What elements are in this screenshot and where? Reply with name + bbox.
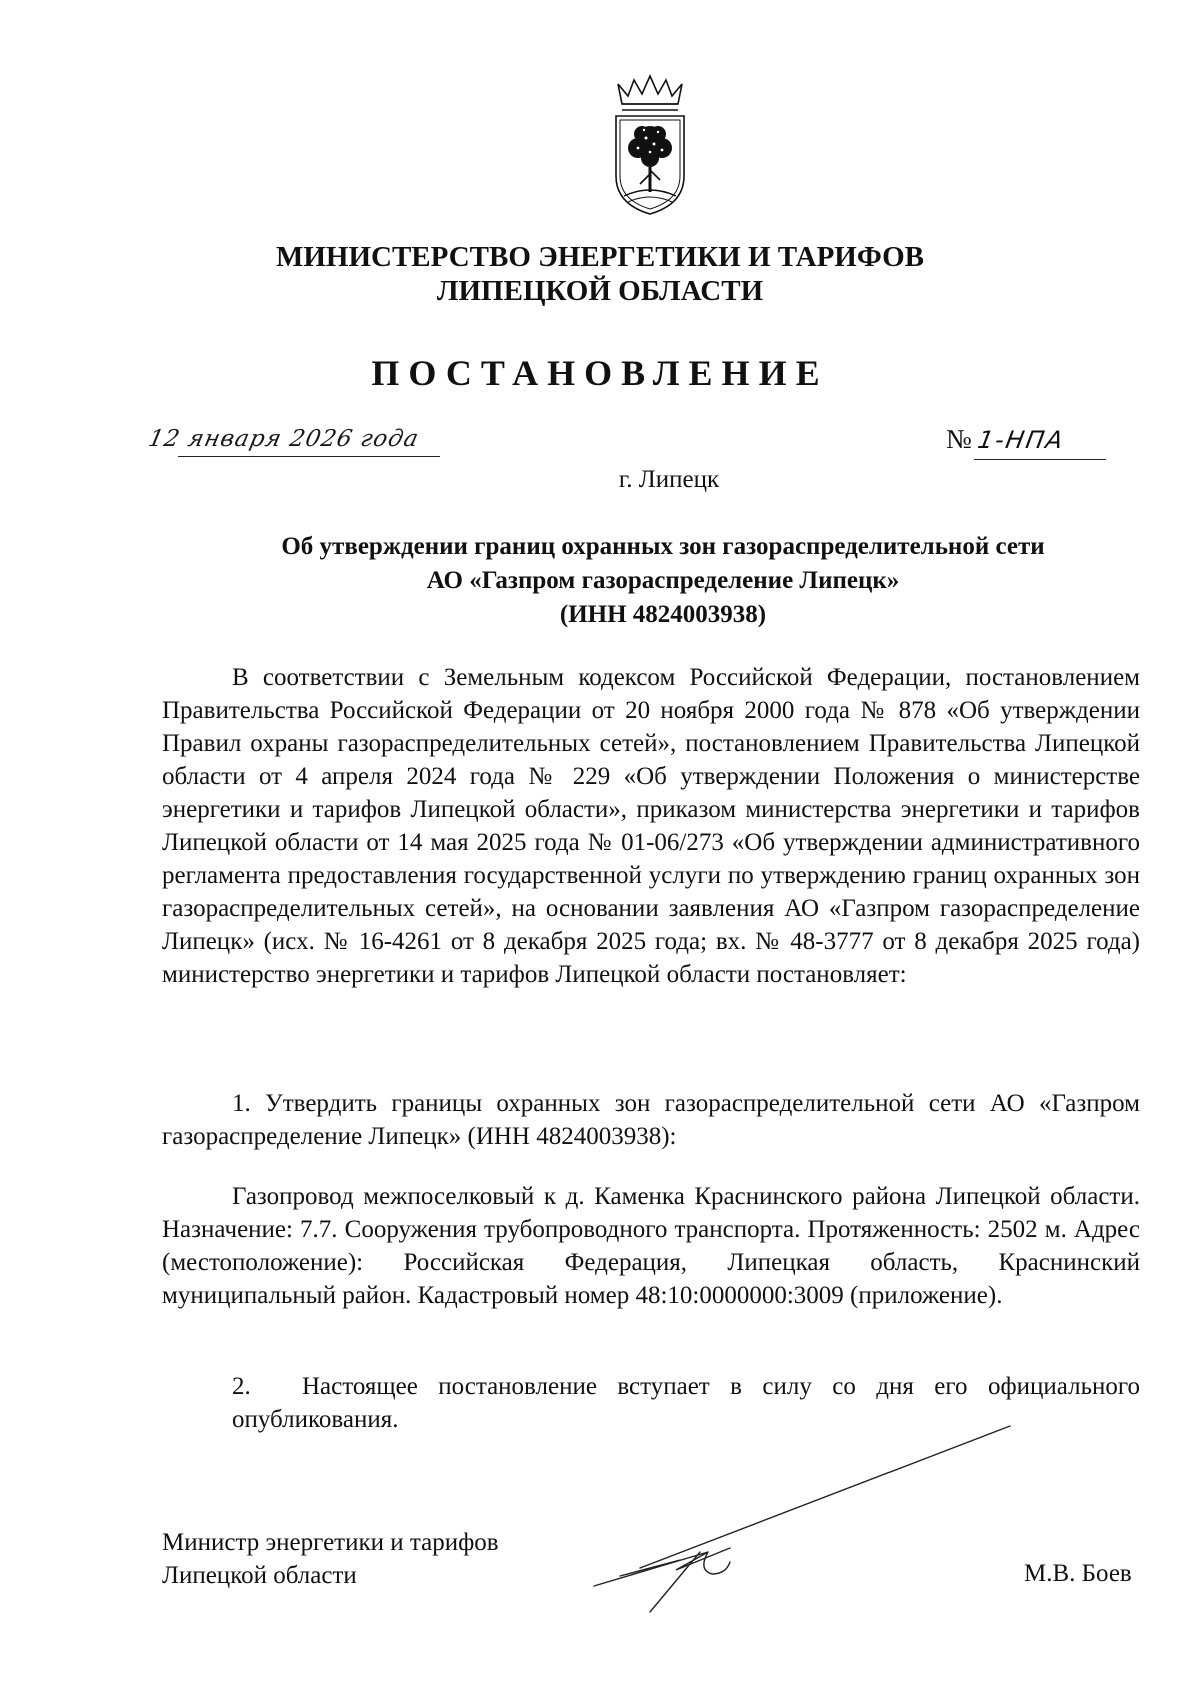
coat-of-arms-emblem (608, 74, 692, 216)
item-2-text: Настоящее постановление вступает в силу со дня его официального опубликования. (232, 1373, 1140, 1433)
preamble-paragraph: В соответствии с Земельным кодексом Российской Федерации, постановлением Правительства Российской Федерации от 20 ноября 2000 года № 878 «Об утверждении Правил охраны газораспределительных сетей», постановлением Правительства Липецкой области от 4 апреля 2024 года № 229 «Об утверждении Положения о министерстве энергетики и тарифов Липецкой области», приказом министерства энергетики и тарифов Липецкой области от 14 мая 2025 года № 01-06/273 «Об утверждении административного регламента предоставления государственной услуги по утверждению границ охранных зон газораспределительных сетей», на основании заявления АО «Газпром газораспределение Липецк» (исх. № 16-4261 от 8 декабря 2025 года; вх. № 48-3777 от 8 декабря 2025 года) министерство энергетики и тарифов Липецкой области постановляет: (162, 664, 1140, 988)
item-2-number: 2. (232, 1373, 251, 1400)
document-date-handwritten: 12 января 2026 года (146, 426, 422, 452)
preamble-section (162, 661, 1140, 991)
document-title (0, 530, 1200, 632)
signer-position (162, 1526, 499, 1592)
document-title-line-3: (ИНН 4824003938) (559, 601, 767, 628)
document-type: ПОСТАНОВЛЕНИЕ (371, 353, 829, 393)
signer-position-line-1: Министр энергетики и тарифов (162, 1529, 499, 1556)
document-number-handwritten: 1-НПА (975, 426, 1067, 454)
date-underline (178, 456, 440, 457)
object-description-paragraph: Газопровод межпоселковый к д. Каменка Краснинского района Липецкой области. Назначение: 7.7. Сооружения трубопроводного транспорта. Протяженность: 2502 м. Адрес (местоположение): Российская Федерация, Липецкая область, Краснинский муниципальный район. Кадастровый номер 48:10:0000000:3009 (приложение). (162, 1183, 1140, 1309)
ministry-name-line-2: ЛИПЕЦКОЙ ОБЛАСТИ (436, 275, 764, 307)
ministry-name (0, 240, 1200, 308)
item-1-paragraph: 1. Утвердить границы охранных зон газораспределительной сети АО «Газпром газораспределение Липецк» (ИНН 4824003938): (162, 1090, 1140, 1150)
signer-position-line-2: Липецкой области (162, 1562, 357, 1589)
document-city: г. Липецк (618, 466, 720, 493)
handwritten-signature (580, 1420, 1020, 1620)
number-sign: № (946, 424, 972, 454)
item-1-section (162, 1087, 1140, 1153)
document-title-line-2: АО «Газпром газораспределение Липецк» (426, 567, 900, 594)
number-underline (974, 459, 1106, 460)
signer-name: М.В. Боев (1024, 1560, 1132, 1587)
document-title-line-1: Об утверждении границ охранных зон газораспределительной сети (281, 533, 1045, 560)
document-number (946, 424, 1067, 455)
object-description-section (162, 1180, 1140, 1312)
ministry-name-line-1: МИНИСТЕРСТВО ЭНЕРГЕТИКИ И ТАРИФОВ (275, 241, 925, 273)
